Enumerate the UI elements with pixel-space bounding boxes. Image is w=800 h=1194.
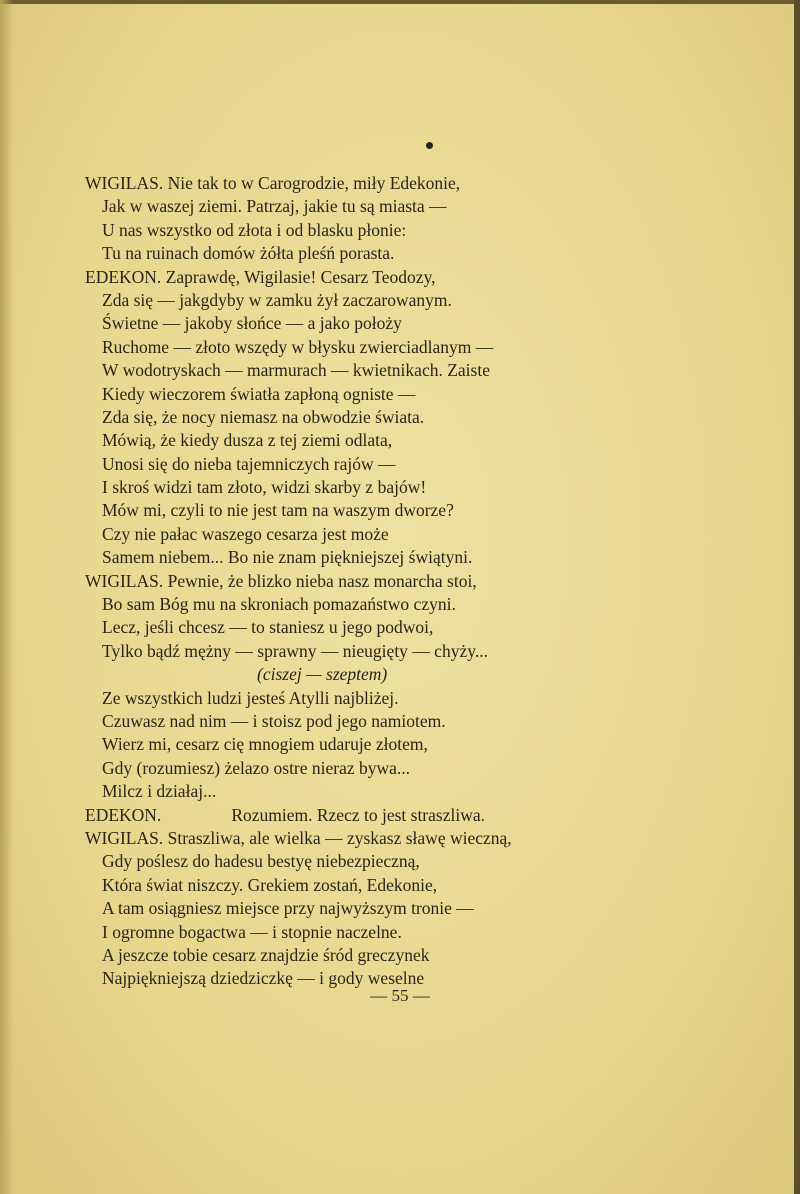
verse-line-text: Czuwasz nad nim — i stoisz pod jego namiotem. — [102, 710, 446, 731]
verse-line — [85, 312, 605, 335]
verse-line — [85, 195, 605, 218]
verse-line-text: Mów mi, czyli to nie jest tam na waszym dworze? — [102, 500, 454, 521]
verse-line — [85, 359, 605, 382]
verse-line-text: Gdy (rozumiesz) żelazo ostre nieraz bywa... — [102, 757, 411, 778]
verse-line-text: Wierz mi, cesarz cię mnogiem udaruje złotem, — [102, 734, 428, 755]
verse-line-text: Czy nie pałac waszego cesarza jest może — [102, 523, 389, 544]
speaker-name: WIGILAS. — [85, 570, 164, 591]
speaker-name: WIGILAS. — [85, 173, 164, 193]
verse-line — [85, 616, 605, 639]
verse-line — [85, 429, 605, 452]
verse-line-text: U nas wszystko od złota i od blasku płonie: — [102, 219, 407, 240]
verse-line-text: I skroś widzi tam złoto, widzi skarby z bajów! — [102, 477, 427, 498]
verse-line — [85, 172, 605, 195]
speech-text: Pewnie, że blizko nieba nasz monarcha stoi, — [163, 570, 477, 591]
verse-line-text: Samem niebem... Bo nie znam piękniejszej świątyni. — [102, 547, 473, 568]
verse-line — [85, 523, 605, 546]
dot-mark — [426, 142, 433, 149]
verse-line-text: Gdy poślesz do hadesu bestyę niebezpieczną, — [102, 851, 420, 872]
verse-line-text: Ruchome — złoto wszędy w błysku zwierciadlanym — — [102, 336, 494, 357]
verse-line — [85, 804, 605, 827]
verse-line — [85, 570, 605, 593]
verse-line — [85, 921, 605, 944]
verse-line — [85, 266, 605, 289]
verse-line-text: Kiedy wieczorem światła zapłoną ogniste — — [102, 383, 416, 404]
verse-line — [85, 874, 605, 897]
verse-line-text: A tam osiągniesz miejsce przy najwyższym tronie — — [102, 898, 474, 919]
verse-line-text: Tu na ruinach domów żółta pleśń porasta. — [102, 243, 395, 264]
verse-line-text: A jeszcze tobie cesarz znajdzie śród greczynek — [102, 944, 430, 965]
verse-line-text: Lecz, jeśli chcesz — to staniesz u jego podwoi, — [102, 617, 434, 638]
verse-line — [85, 710, 605, 733]
verse-line — [85, 219, 605, 242]
verse-line — [85, 242, 605, 265]
verse-line — [85, 593, 605, 616]
verse-line — [85, 453, 605, 476]
speaker-name: EDEKON. — [85, 804, 162, 825]
verse-line-text: I ogromne bogactwa — i stopnie naczelne. — [102, 921, 402, 942]
verse-line-text: Najpiękniejszą dziedziczkę — i gody weselne — [102, 968, 425, 989]
verse-line-text: Zda się, że nocy niemasz na obwodzie świata. — [102, 406, 425, 427]
verse-line — [85, 757, 605, 780]
verse-line-text: Jak w waszej ziemi. Patrzaj, jakie tu są miasta — — [102, 196, 447, 217]
verse-line — [85, 289, 605, 312]
page-top-edge — [0, 0, 800, 4]
speaker-name: WIGILAS. — [85, 827, 164, 848]
verse-line-text: Tylko bądź mężny — sprawny — nieugięty — chyży... — [102, 640, 488, 661]
verse-line — [85, 780, 605, 803]
verse-line — [85, 336, 605, 359]
speech-text: Straszliwa, ale wielka — zyskasz sławę wieczną, — [163, 827, 512, 848]
verse-line-text: Która świat niszczy. Grekiem zostań, Edekonie, — [102, 874, 438, 895]
verse-line — [85, 476, 605, 499]
stage-direction — [85, 663, 605, 686]
speaker-name: EDEKON. — [85, 266, 162, 287]
page-gutter-shadow — [0, 0, 14, 1194]
verse-line-text: Mówią, że kiedy dusza z tej ziemi odlata, — [102, 430, 393, 451]
verse-line — [85, 733, 605, 756]
speech-text: Zaprawdę, Wigilasie! Cesarz Teodozy, — [161, 266, 436, 287]
verse-line-text: Ze wszystkich ludzi jesteś Atylli najbliżej. — [102, 687, 399, 708]
verse-line — [85, 850, 605, 873]
verse-line-text: Milcz i działaj... — [102, 781, 217, 802]
verse-line-text: Świetne — jakoby słońce — a jako położy — [102, 313, 402, 334]
page-right-edge — [794, 0, 800, 1194]
verse-line-text: Unosi się do nieba tajemniczych rajów — — [102, 453, 396, 474]
verse-line — [85, 406, 605, 429]
speech-text: Nie tak to w Carogrodzie, miły Edekonie, — [163, 173, 461, 193]
verse-line — [85, 944, 605, 967]
speech-text: Rozumiem. Rzecz to jest straszliwa. — [231, 804, 485, 825]
verse-line-text: W wodotryskach — marmurach — kwietnikach. Zaiste — [102, 360, 490, 381]
verse-line-text: Zda się — jakgdyby w zamku żył zaczarowanym. — [102, 289, 452, 310]
page-number: — 55 — — [370, 986, 430, 1005]
verse-line — [85, 827, 605, 850]
verse-line — [85, 897, 605, 920]
stage-direction-text: (ciszej — szeptem) — [257, 664, 388, 685]
verse-line — [85, 546, 605, 569]
verse-line — [85, 640, 605, 663]
verse-line — [85, 499, 605, 522]
verse-line-text: Bo sam Bóg mu na skroniach pomazaństwo czyni. — [102, 594, 456, 615]
verse-line — [85, 383, 605, 406]
verse-line — [85, 687, 605, 710]
verse-text — [85, 172, 605, 991]
